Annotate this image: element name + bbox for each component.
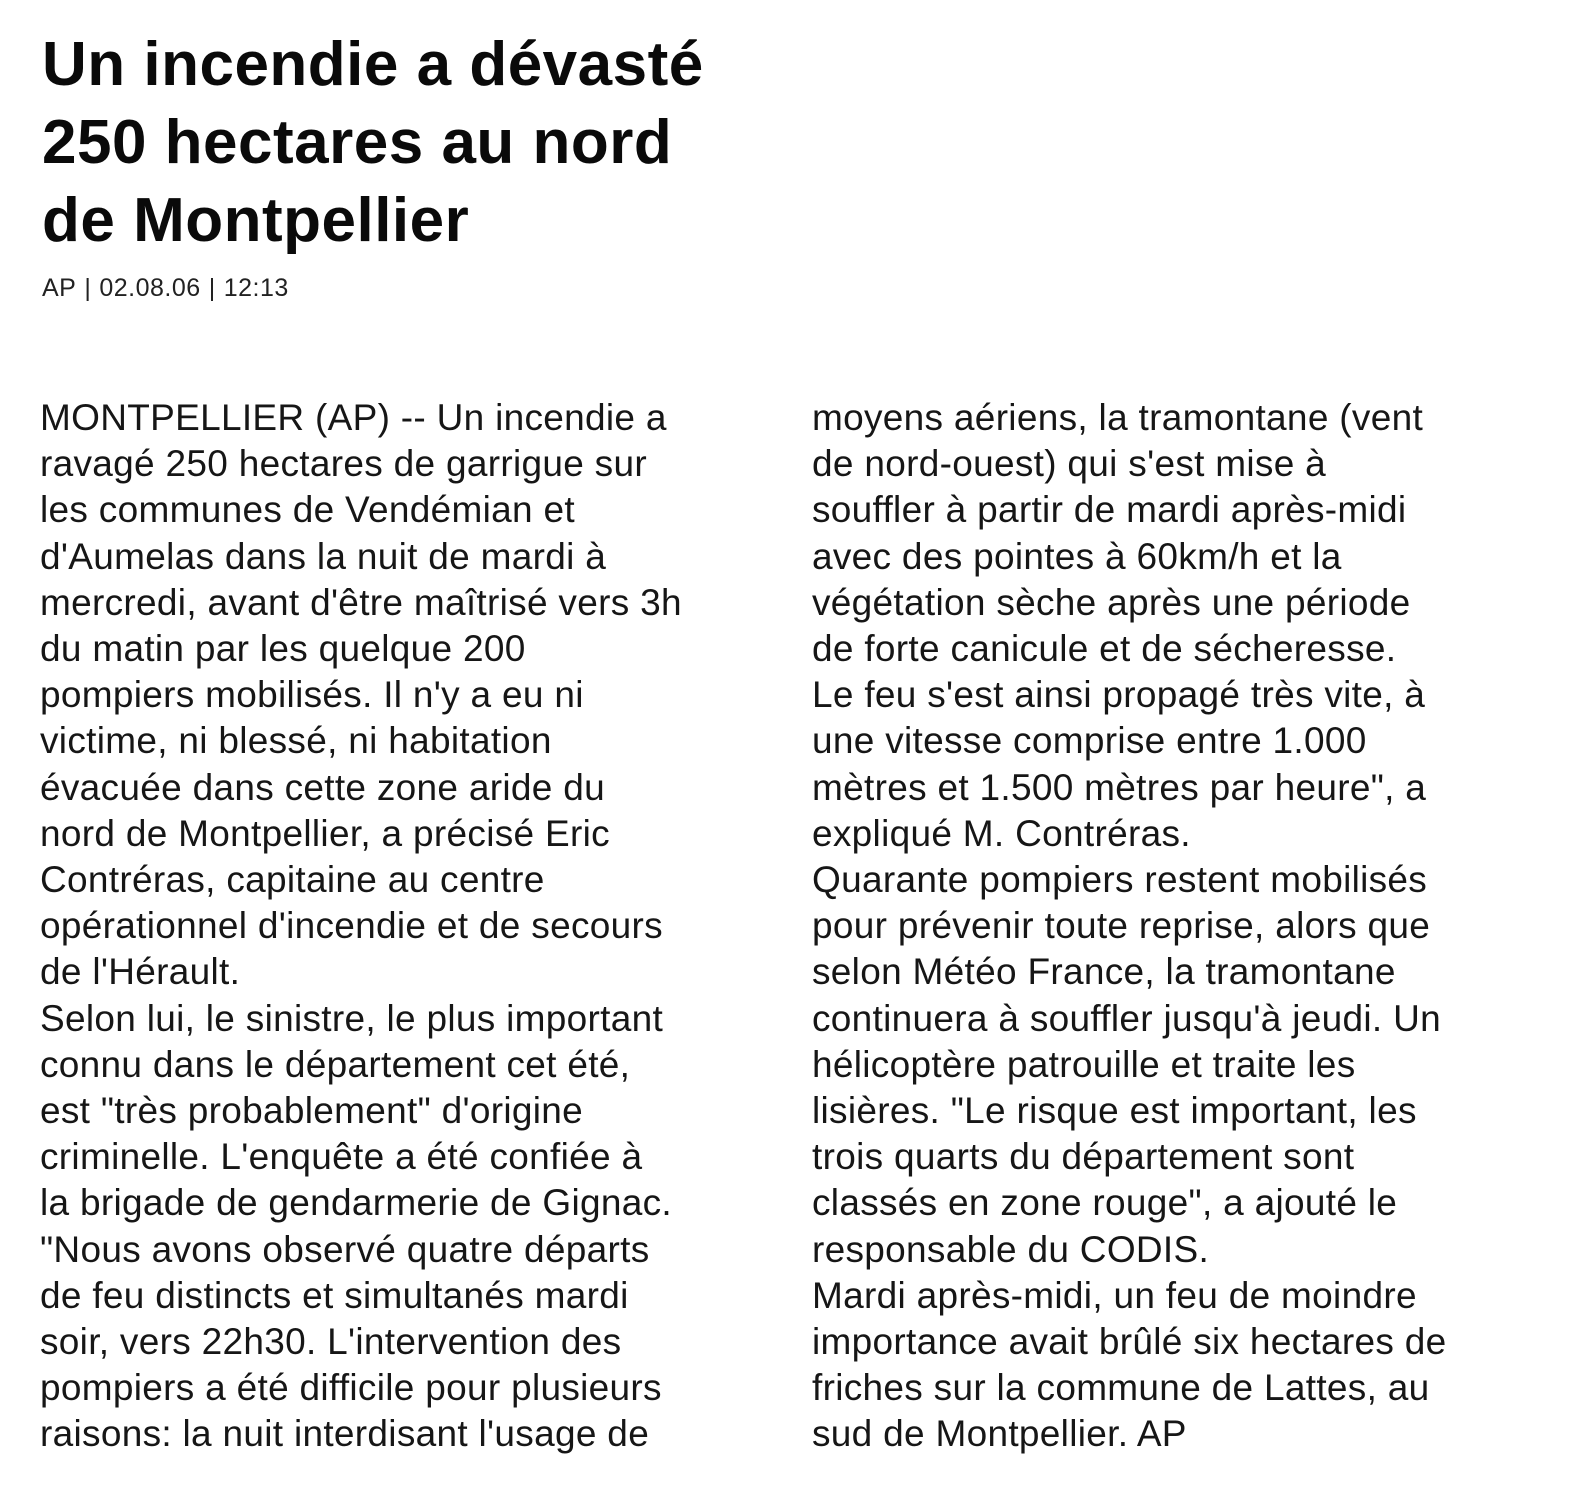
article-text-line: Mardi après-midi, un feu de moindre [812,1274,1417,1316]
article-text-line: avec des pointes à 60km/h et la [812,535,1342,577]
article-text-line: sud de Montpellier. AP [812,1413,1187,1455]
article-text-line: de l'Hérault. [40,951,241,993]
article-text-line: Selon lui, le sinistre, le plus important [40,997,664,1039]
article-text-line: hélicoptère patrouille et traite les [812,1043,1356,1085]
byline-date: 02.08.06 [99,274,201,302]
article-text-line: nord de Montpellier, a précisé Eric [40,812,610,854]
headline [42,26,802,260]
headline-line: Un incendie a dévasté [42,30,704,99]
article-text-line: moyens aériens, la tramontane (vent [812,397,1424,438]
article-text-line: victime, ni blessé, ni habitation [40,720,552,762]
article-text-line: une vitesse comprise entre 1.000 [812,720,1367,762]
article-text-line: importance avait brûlé six hectares de [812,1321,1447,1363]
article-text-line: Quarante pompiers restent mobilisés [812,859,1428,901]
article-text-line: pompiers mobilisés. Il n'y a eu ni [40,674,584,716]
article-text-line: les communes de Vendémian et [40,489,575,531]
article-text-line: soir, vers 22h30. L'intervention des [40,1321,622,1363]
article-text-line: responsable du CODIS. [812,1228,1210,1270]
article-text-line: expliqué M. Contréras. [812,812,1191,854]
article-text-line: souffler à partir de mardi après-midi [812,489,1407,531]
article-text-line: selon Météo France, la tramontane [812,951,1396,993]
article-text-line: ravagé 250 hectares de garrigue sur [40,443,647,485]
article-text-line: de nord-ouest) qui s'est mise à [812,443,1327,485]
article-text-line: classés en zone rouge", a ajouté le [812,1182,1398,1224]
article-body-right-column [812,395,1552,1458]
article-text-line: criminelle. L'enquête a été confiée à [40,1136,643,1178]
headline-line: de Montpellier [42,186,470,255]
article-text-line: pompiers a été difficile pour plusieurs [40,1367,662,1409]
article-text-line: MONTPELLIER (AP) -- Un incendie a [40,397,667,438]
article-body-left-column [40,395,780,1458]
headline-line: 250 hectares au nord [42,108,673,177]
article-text-line: continuera à souffler jusqu'à jeudi. Un [812,997,1441,1039]
article-text-line: évacuée dans cette zone aride du [40,766,605,808]
article-text-line: opérationnel d'incendie et de secours [40,905,663,947]
article-text-line: raisons: la nuit interdisant l'usage de [40,1413,650,1455]
article-text-line: la brigade de gendarmerie de Gignac. [40,1182,672,1224]
byline-time: 12:13 [223,274,289,302]
article-text-line: friches sur la commune de Lattes, au [812,1367,1430,1409]
article-text-line: du matin par les quelque 200 [40,628,526,670]
article-text-line: pour prévenir toute reprise, alors que [812,905,1431,947]
article-text-line: mercredi, avant d'être maîtrisé vers 3h [40,581,682,623]
byline-source: AP [42,274,77,302]
article-text-line: "Nous avons observé quatre départs [40,1228,650,1270]
article-text-line: de feu distincts et simultanés mardi [40,1274,629,1316]
article-text-line: d'Aumelas dans la nuit de mardi à [40,535,607,577]
article-text-line: mètres et 1.500 mètres par heure", a [812,766,1427,808]
article-text-line: de forte canicule et de sécheresse. [812,628,1397,670]
article-text-line: Le feu s'est ainsi propagé très vite, à [812,674,1426,716]
article-text-line: trois quarts du département sont [812,1136,1355,1178]
article-text-line: est "très probablement" d'origine [40,1090,584,1132]
article-text-line: Contréras, capitaine au centre [40,859,545,901]
byline-separator: | [84,274,92,302]
article-text-line: connu dans le département cet été, [40,1043,631,1085]
article-text-line: lisières. "Le risque est important, les [812,1090,1417,1132]
byline [42,272,289,304]
article-text-line: végétation sèche après une période [812,581,1411,623]
byline-separator: | [208,274,216,302]
